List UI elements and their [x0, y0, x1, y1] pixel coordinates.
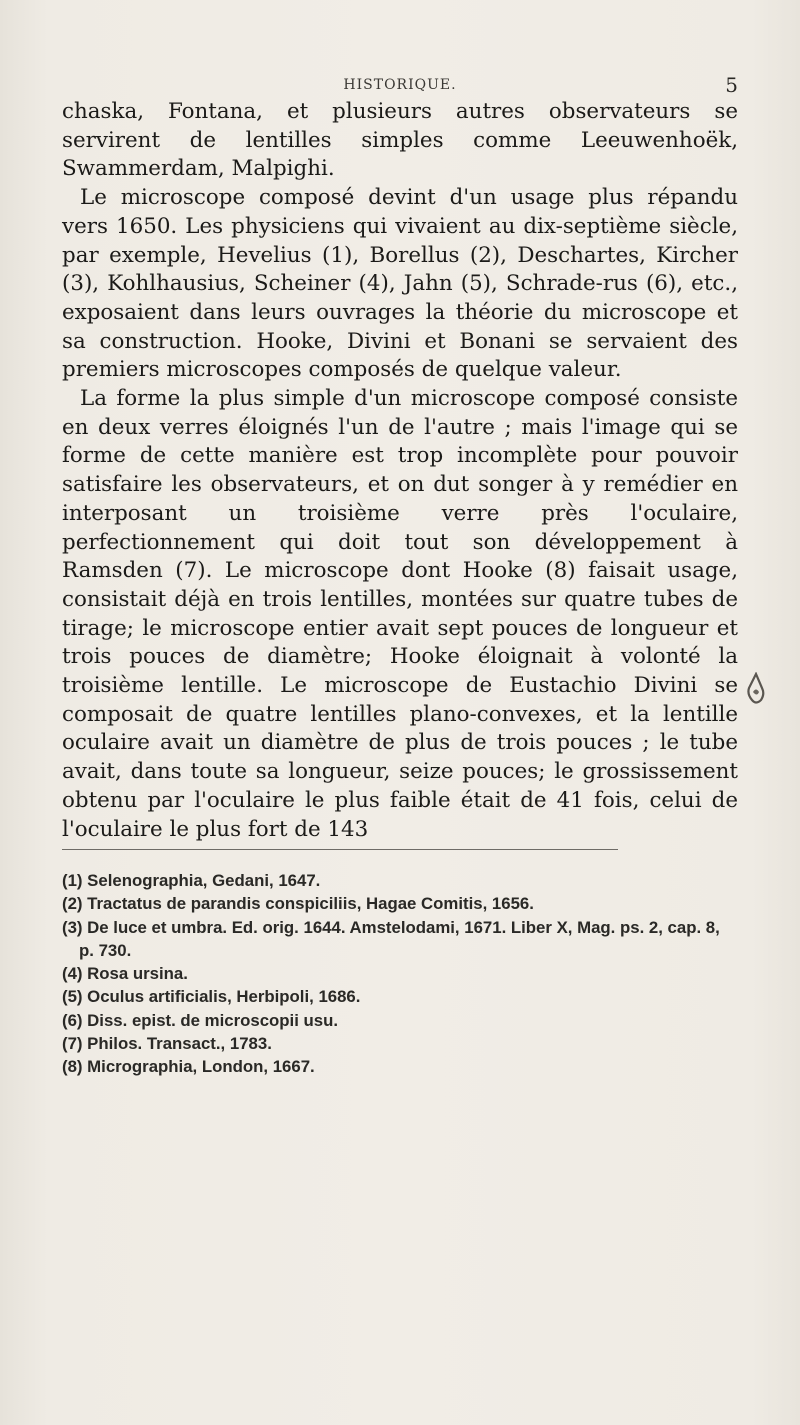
footnote-4: (4) Rosa ursina.	[62, 964, 188, 984]
footnote-3: (3) De luce et umbra. Ed. orig. 1644. Amstelodami, 1671. Liber X, Mag. ps. 2, cap. 8, p. 730.	[62, 917, 720, 960]
running-title: HISTORIQUE.	[343, 77, 457, 93]
page-number: 5	[725, 73, 738, 97]
margin-ink-mark-icon	[744, 672, 768, 710]
footnote-8: (8) Micrographia, London, 1667.	[62, 1057, 315, 1077]
footnote-separator	[62, 849, 618, 850]
footnote-1: (1) Selenographia, Gedani, 1647.	[62, 871, 321, 890]
paragraph-continued: chaska, Fontana, et plusieurs autres observateurs se servirent de lentilles simples comme Leeuwenhoëk, Swammerdam, Malpighi.	[62, 99, 738, 182]
running-head	[60, 73, 740, 97]
paragraph-microscope-form: La forme la plus simple d'un microscope composé consiste en deux verres éloignés l'un de l'autre ; mais l'image qui se forme de cette manière est trop incomplète pour pouvoir satisfaire les observateurs, et on dut songer à y remédier en interposant un troisième verre près l'oculaire, perfectionnement qui doit tout son développement à Ramsden (7). Le microscope dont Hooke (8) faisait usage, consistait déjà en trois lentilles, montées sur quatre tubes de tirage; le microscope entier avait sept pouces de longueur et trois pouces de diamètre; Hooke éloignait à volonté la troisième lentille. Le microscope de Eustachio Divini se composait de quatre lentilles plano-convexes, et la lentille oculaire avait un diamètre de plus de trois pouces ; le tube avait, dans toute sa longueur, seize pouces; le grossissement obtenu par l'oculaire le plus faible était de 41 fois, celui de l'oculaire le plus fort de 143	[62, 386, 738, 842]
footnote-6: (6) Diss. epist. de microscopii usu.	[62, 1010, 339, 1030]
footnotes-list	[62, 869, 738, 1079]
footnote-2: (2) Tractatus de parandis conspiciliis, Hagae Comitis, 1656.	[62, 894, 534, 914]
body-text	[62, 98, 738, 844]
footnote-5: (5) Oculus artificialis, Herbipoli, 1686.	[62, 987, 361, 1007]
footnote-7: (7) Philos. Transact., 1783.	[62, 1034, 272, 1054]
paragraph-compound-microscope-history: Le microscope composé devint d'un usage plus répandu vers 1650. Les physiciens qui vivaient au dix-septième siècle, par exemple, Hevelius (1), Borellus (2), Deschartes, Kircher (3), Kohlhausius, Scheiner (4), Jahn (5), Schrade-rus (6), etc., exposaient dans leurs ouvrages la théorie du microscope et sa construction. Hooke, Divini et Bonani se servaient des premiers microscopes composés de quelque valeur.	[62, 185, 738, 383]
